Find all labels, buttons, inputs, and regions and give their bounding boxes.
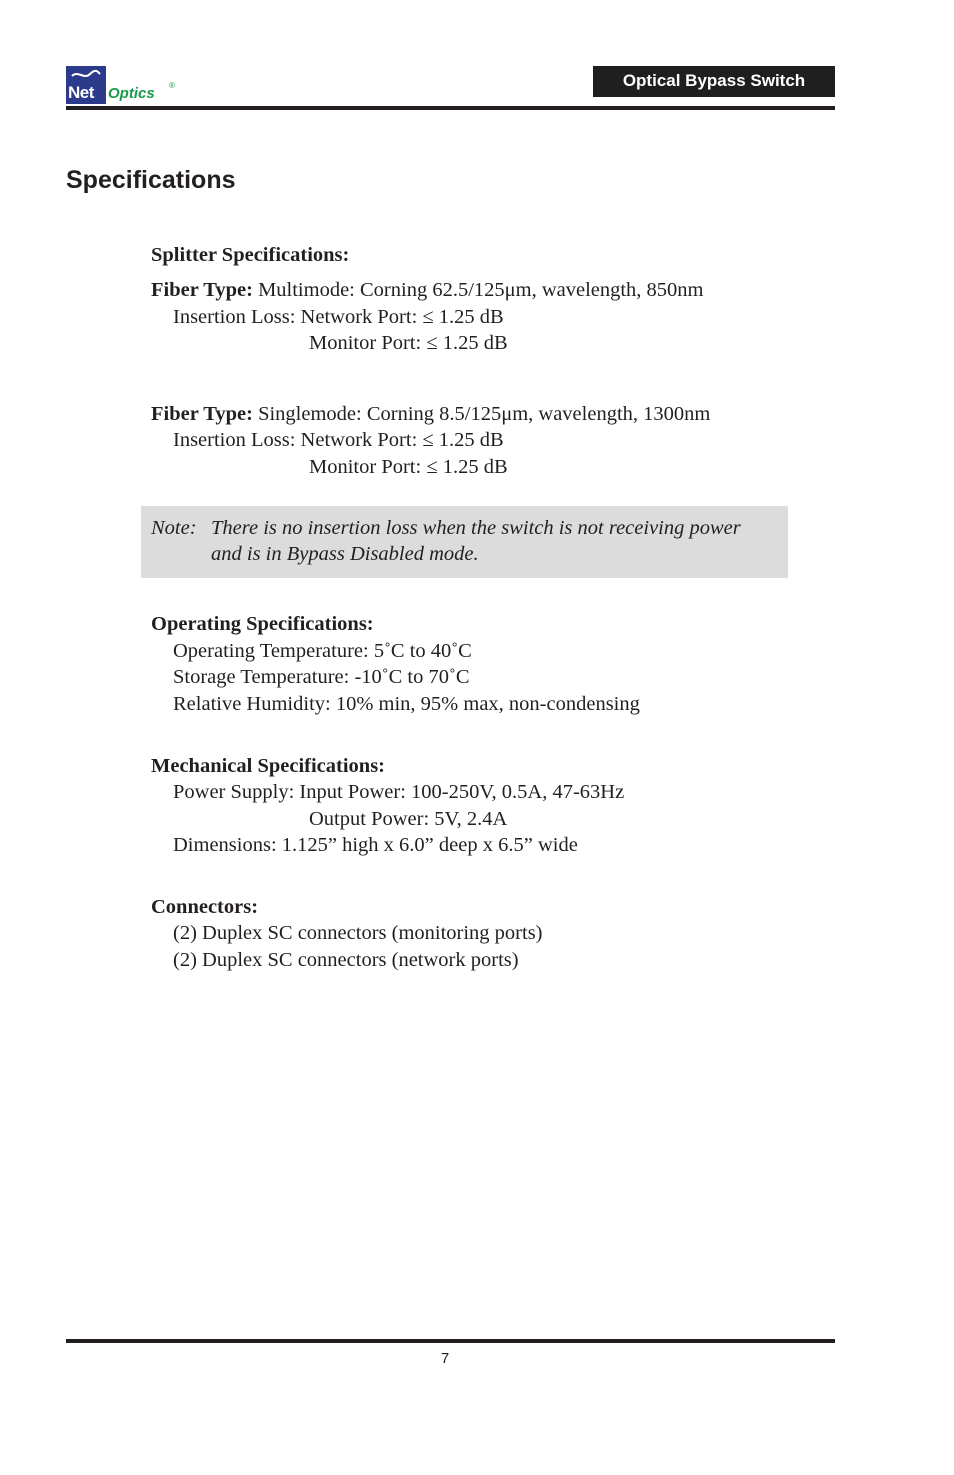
registered-mark: ® bbox=[169, 81, 175, 90]
multimode-fiber-type bbox=[151, 278, 704, 302]
connector-monitoring: (2) Duplex SC connectors (monitoring ports) bbox=[173, 922, 543, 944]
storage-temperature: Storage Temperature: -10˚C to 70˚C bbox=[173, 666, 470, 688]
page-title: Specifications bbox=[66, 166, 236, 194]
dimensions: Dimensions: 1.125” high x 6.0” deep x 6.5” wide bbox=[173, 834, 578, 856]
splitter-heading: Splitter Specifications: bbox=[151, 244, 350, 266]
note-line-2: and is in Bypass Disabled mode. bbox=[211, 543, 479, 565]
header-divider bbox=[66, 106, 835, 110]
connector-network: (2) Duplex SC connectors (network ports) bbox=[173, 949, 519, 971]
fiber-type-value: Singlemode: Corning 8.5/125μm, wavelength, 1300nm bbox=[252, 403, 711, 425]
multimode-monitor-loss: Monitor Port: ≤ 1.25 dB bbox=[309, 332, 508, 354]
note-label: Note: bbox=[151, 517, 197, 539]
fiber-type-label: Fiber Type: bbox=[151, 403, 253, 425]
wave-icon bbox=[70, 70, 102, 80]
fiber-type-label: Fiber Type: bbox=[151, 279, 253, 301]
page-number: 7 bbox=[440, 1350, 450, 1367]
connectors-heading: Connectors: bbox=[151, 896, 259, 918]
singlemode-network-loss: Insertion Loss: Network Port: ≤ 1.25 dB bbox=[173, 429, 504, 451]
singlemode-monitor-loss: Monitor Port: ≤ 1.25 dB bbox=[309, 456, 508, 478]
operating-temperature: Operating Temperature: 5˚C to 40˚C bbox=[173, 640, 472, 662]
multimode-network-loss: Insertion Loss: Network Port: ≤ 1.25 dB bbox=[173, 306, 504, 328]
singlemode-fiber-type bbox=[151, 402, 710, 426]
netoptics-logo bbox=[66, 66, 206, 106]
note-line-1: There is no insertion loss when the switch is not receiving power bbox=[211, 517, 741, 539]
logo-optics-text: Optics bbox=[108, 85, 155, 102]
power-supply-output: Output Power: 5V, 2.4A bbox=[309, 808, 508, 830]
logo-mark bbox=[66, 66, 106, 104]
logo-net-text: Net bbox=[68, 83, 94, 102]
relative-humidity: Relative Humidity: 10% min, 95% max, non-condensing bbox=[173, 693, 640, 715]
mechanical-heading: Mechanical Specifications: bbox=[151, 755, 386, 777]
document-title: Optical Bypass Switch bbox=[593, 66, 835, 97]
fiber-type-value: Multimode: Corning 62.5/125μm, wavelength, 850nm bbox=[252, 279, 704, 301]
power-supply-input: Power Supply: Input Power: 100-250V, 0.5A, 47-63Hz bbox=[173, 781, 625, 803]
operating-heading: Operating Specifications: bbox=[151, 613, 374, 635]
footer-divider bbox=[66, 1339, 835, 1343]
